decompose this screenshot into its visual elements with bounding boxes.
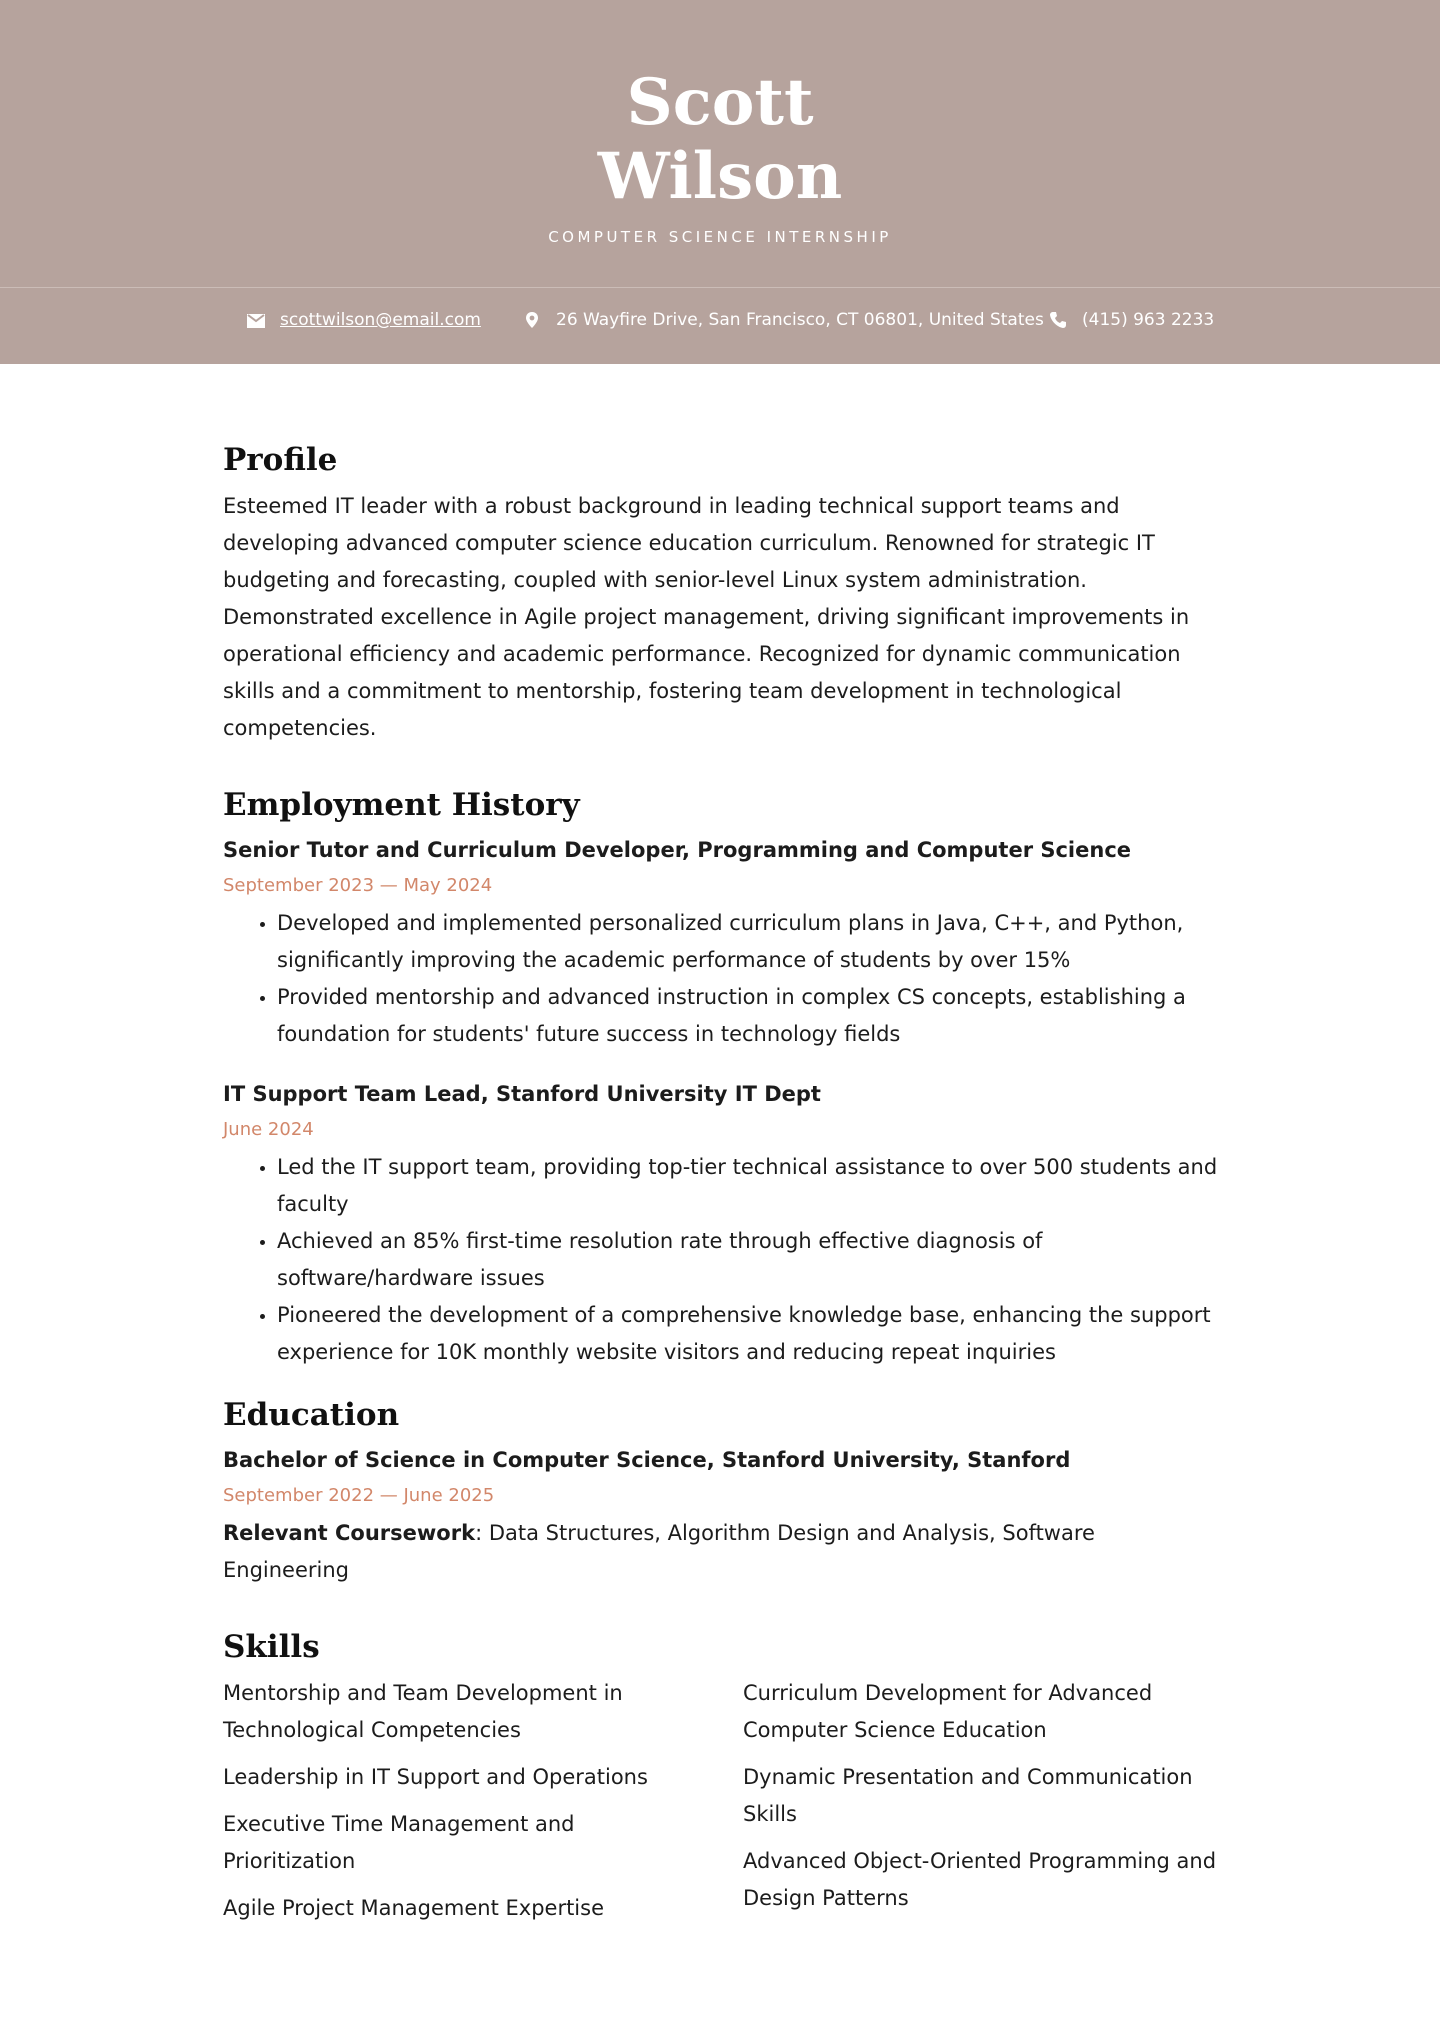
job-title: COMPUTER SCIENCE INTERNSHIP [548,228,892,246]
education-section [223,1395,1223,1589]
skill-item: Advanced Object-Oriented Programming and Design Patterns [743,1849,1217,1910]
candidate-name [0,66,1440,214]
first-name: Scott [626,65,814,140]
skills-heading: Skills [223,1629,320,1665]
skill-item: Dynamic Presentation and Communication Skills [743,1765,1193,1826]
coursework-text: : Data Structures, Algorithm Design and Analysis, Software Engineering [223,1521,1095,1582]
envelope-icon [246,310,266,330]
job-bullets [223,905,1223,1053]
employment-heading: Employment History [223,787,580,823]
education-dates: September 2022 — June 2025 [223,1485,495,1506]
contact-address [522,308,1044,332]
bullet-item: • Led the IT support team, providing top-tier technical assistance to over 500 students and faculty [277,1149,1223,1223]
bullet-item: • Provided mentorship and advanced instruction in complex CS concepts, establishing a foundation for students' future success in technology fields [277,979,1223,1053]
job-dates: June 2024 [223,1119,314,1140]
map-pin-icon [522,310,542,330]
coursework [223,1515,1223,1589]
skill-item: Leadership in IT Support and Operations [223,1765,648,1789]
address-text: 26 Wayfire Drive, San Francisco, CT 06801, United States [556,310,1044,330]
profile-section [223,440,1223,747]
job-entry [223,1077,1223,1371]
phone-icon [1048,310,1068,330]
job-title: Senior Tutor and Curriculum Developer, Programming and Computer Science [223,838,1132,862]
skills-section [223,1627,1223,1937]
coursework-label: Relevant Coursework [223,1521,476,1545]
email-link[interactable]: scottwilson@email.com [280,310,481,330]
job-entry [223,833,1223,1053]
skill-item: Agile Project Management Expertise [223,1896,605,1920]
last-name: Wilson [597,139,843,214]
skills-grid [223,1675,1223,1937]
resume-body [223,440,1223,1975]
bullet-item: • Achieved an 85% first-time resolution rate through effective diagnosis of software/hardware issues [277,1223,1223,1297]
header-band [0,0,1440,364]
skill-item: Mentorship and Team Development in Technological Competencies [223,1681,623,1742]
profile-heading: Profile [223,442,338,478]
job-bullets [223,1149,1223,1371]
job-title: IT Support Team Lead, Stanford University IT Dept [223,1082,821,1106]
job-dates: September 2023 — May 2024 [223,875,493,896]
skill-item: Curriculum Development for Advanced Computer Science Education [743,1681,1153,1742]
education-heading: Education [223,1397,400,1433]
degree-title: Bachelor of Science in Computer Science, Stanford University, Stanford [223,1448,1071,1472]
header-divider [0,287,1440,288]
contact-phone [1048,308,1214,332]
skill-item: Executive Time Management and Prioritization [223,1812,575,1873]
phone-text: (415) 963 2233 [1082,310,1215,330]
profile-text: Esteemed IT leader with a robust background in leading technical support teams and developing advanced computer science education curriculum. Renowned for strategic IT budgeting and forecasting, coupled with senior-level Linux system administration. Demonstrated excellence in Agile project management, driving significant improvements in operational efficiency and academic performance. Recognized for dynamic communication skills and a commitment to mentorship, fostering team development in technological competencies. [223,494,1190,740]
skills-column-left [223,1675,703,1937]
employment-section [223,785,1223,1371]
bullet-item: • Developed and implemented personalized curriculum plans in Java, C++, and Python, significantly improving the academic performance of students by over 15% [277,905,1223,979]
skills-column-right [743,1675,1223,1937]
bullet-item: • Pioneered the development of a comprehensive knowledge base, enhancing the support experience for 10K monthly website visitors and reducing repeat inquiries [277,1297,1223,1371]
contact-email [246,308,481,332]
